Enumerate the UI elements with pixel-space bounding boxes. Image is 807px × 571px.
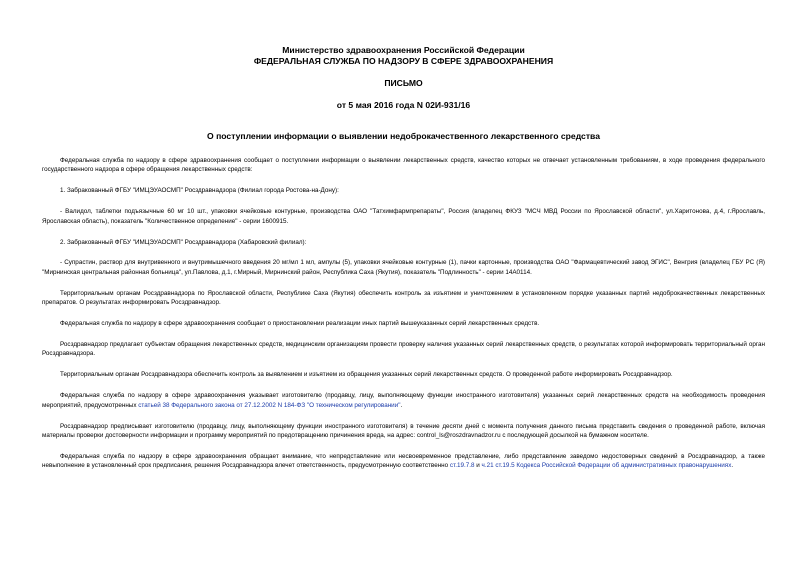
paragraph-item-1-detail: - Валидол, таблетки подъязычные 60 мг 10 шт., упаковки ячейковые контурные, производства ОАО "Татхимфармпрепараты", Россия (владелец ФКУЗ "МСЧ МВД России по Ярославской области", ул.Харитонова, д.4, г.Ярославль, Ярославская область), показатель "Количественное определение" - серии 1600915. [42, 208, 765, 225]
ministry-name: Министерство здравоохранения Российской Федерации [282, 45, 525, 55]
paragraph-text: Федеральная служба по надзору в сфере здравоохранения обращает внимание, что непредставление или несвоевременное представление, либо представление заведомо недостоверных сведений в Росздравнадзор, а также невыполнение в установленный срок предписания, решения Росздравнадзора влечет ответственность, предусмотренную соответственно [42, 452, 765, 470]
paragraph-item-2: 2. Забракованный ФГБУ "ИМЦЭУАОСМП" Росздравнадзора (Хабаровский филиал): [60, 238, 307, 246]
paragraph-end: . [731, 462, 734, 470]
paragraph-responsibility [42, 452, 765, 471]
paragraph-suspension: Федеральная служба по надзору в сфере здравоохранения сообщает о приостановлении реализации иных партий вышеуказанных серий лекарственных средств. [60, 320, 540, 328]
paragraph-prescription: Росздравнадзор предписывает изготовителю (продавцу, лицу, выполняющему функции иностранного изготовителя) в течение десяти дней с момента получения данного письма представить сведения о проведенной работе, включая материалы проверки достоверности информации и программу мероприятий по предотвращению причинения вреда, на адрес: control_ls@roszdravnadzor.ru с последующей досылкой на бумажном носителе. [42, 422, 765, 439]
document-body [42, 156, 765, 471]
document-type: ПИСЬМО [384, 78, 423, 88]
koap-article-19-5-link[interactable]: ч.21 ст.19.5 Кодекса Российской Федерации об административных правонарушениях [481, 462, 732, 470]
paragraph-manufacturer-measures [42, 391, 765, 410]
paragraph-check-proposal: Росздравнадзор предлагает субъектам обращения лекарственных средств, медицинским организациям провести проверку наличия указанных серий лекарственных средств, о результатах которой информировать территориальный орган Росздравнадзора. [42, 340, 765, 358]
service-name: ФЕДЕРАЛЬНАЯ СЛУЖБА ПО НАДЗОРУ В СФЕРЕ ЗДРАВООХРАНЕНИЯ [253, 56, 554, 66]
paragraph-intro: Федеральная служба по надзору в сфере здравоохранения сообщает о поступлении информации о выявлении лекарственных средств, качество которых не отвечает установленным требованиям, в ходе проведения федерального государственного надзора в сфере обращения лекарственных средств: [42, 157, 765, 174]
paragraph-end: . [400, 401, 403, 409]
law-article-38-link[interactable]: статьей 38 Федерального закона от 27.12.2002 N 184-ФЗ "О техническом регулировании" [138, 401, 401, 409]
paragraph-item-1: 1. Забракованный ФГБУ "ИМЦЭУАОСМП" Росздравнадзора (Филиал города Ростова-на-Дону): [60, 187, 339, 195]
document-date-number: от 5 мая 2016 года N 02И-931/16 [336, 100, 471, 110]
paragraph-text: Федеральная служба по надзору в сфере здравоохранения указывает изготовителю (продавцу, лицу, выполняющему функции иностранного изготовителя) указанных серий лекарственных средств на необходимость проведения мероприятий, предусмотренных [42, 392, 765, 409]
paragraph-territorial-control: Территориальным органам Росздравнадзора по Ярославской области, Республике Саха (Якутия) обеспечить контроль за изъятием и уничтожением в установленном порядке указанных партий недоброкачественных лекарственных препаратов. О результатах информировать Росздравнадзор. [42, 289, 765, 307]
document-subject: О поступлении информации о выявлении недоброкачественного лекарственного средства [207, 131, 600, 141]
paragraph-item-2-detail: - Супрастин, раствор для внутривенного и внутримышечного введения 20 мг/мл 1 мл, ампулы (5), упаковки ячейковые контурные (1), пачки картонные, производства ОАО "Фармацевтический завод ЭГИС", Венгрия (владелец ГБУ РС (Я) "Мирнинская центральная районная больница", ул.Павлова, д.1, г.Мирный, Мирнинский район, Республика Саха (Якутия), показатель "Подлинность" - серии 14А0114. [42, 259, 765, 276]
paragraph-connector: и [474, 462, 482, 470]
article-19-7-8-link[interactable]: ст.19.7.8 [449, 462, 475, 470]
paragraph-territorial-withdrawal: Территориальным органам Росздравнадзора обеспечить контроль за выявлением и изъятием из обращения указанных серий лекарственных средств. О проведенной работе информировать Росздравнадзор. [60, 371, 673, 379]
